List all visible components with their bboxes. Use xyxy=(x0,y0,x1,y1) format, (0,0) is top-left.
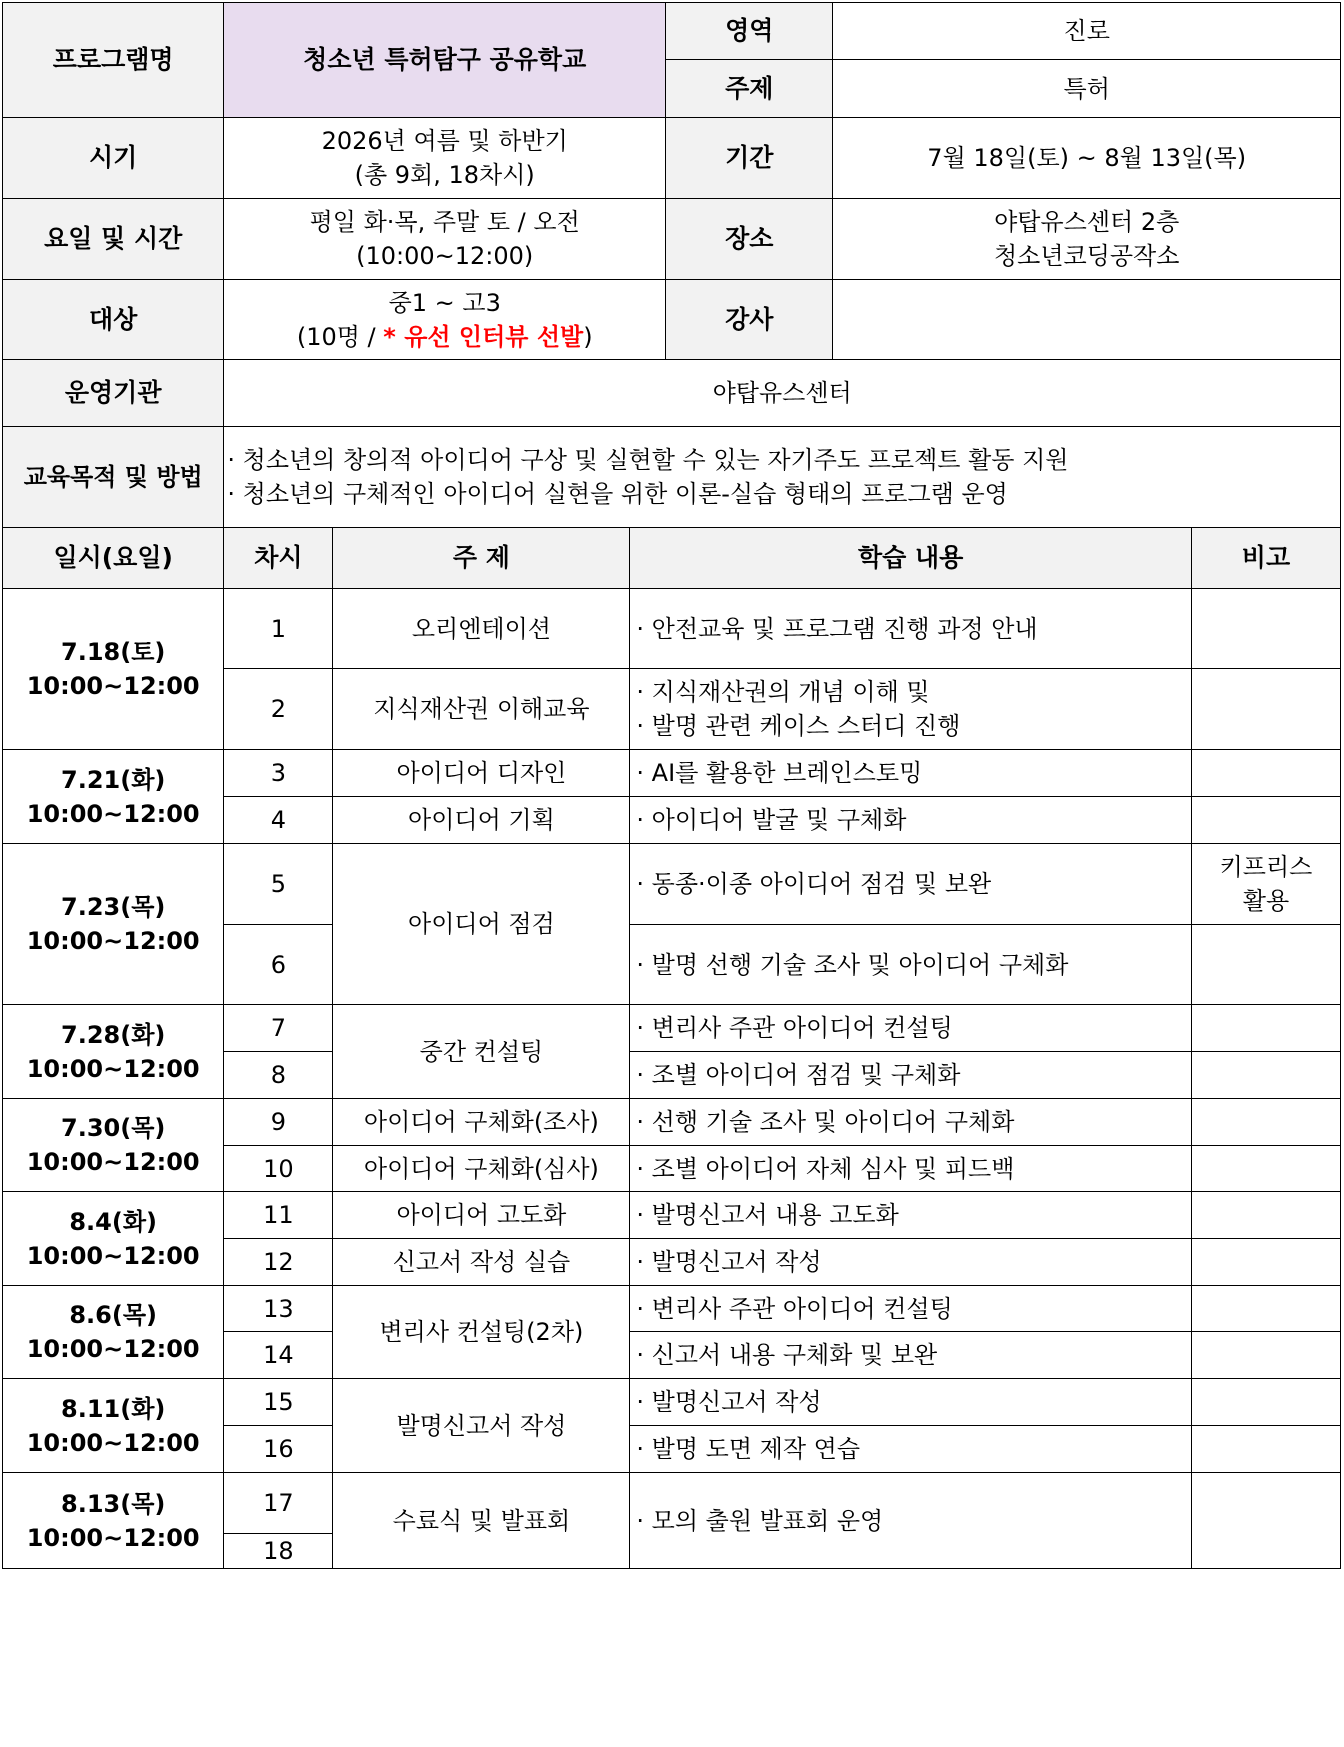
header-session: 차시 xyxy=(224,528,333,589)
date-day: 7.28(화) xyxy=(61,1020,166,1049)
session-topic: 아이디어 점검 xyxy=(333,844,630,1005)
place-label: 장소 xyxy=(666,199,833,280)
date-cell xyxy=(3,1473,224,1569)
date-day: 7.18(토) xyxy=(61,638,166,666)
target-label: 대상 xyxy=(3,280,224,360)
date-day: 7.23(목) xyxy=(61,893,166,921)
date-time: 10:00~12:00 xyxy=(26,799,200,828)
session-content: · 신고서 내용 구체화 및 보완 xyxy=(630,1332,1192,1379)
session-note xyxy=(1191,1099,1340,1146)
note-line: 활용 xyxy=(1242,887,1290,915)
session-topic: 지식재산권 이해교육 xyxy=(333,669,630,750)
session-number: 1 xyxy=(224,589,333,669)
date-cell xyxy=(3,589,224,750)
note-line: 키프리스 xyxy=(1219,853,1313,881)
goal-line-2: · 청소년의 구체적인 아이디어 실현을 위한 이론-실습 형태의 프로그램 운영 xyxy=(227,480,1008,508)
place-line-2: 청소년코딩공작소 xyxy=(993,242,1180,270)
session-number: 4 xyxy=(224,797,333,844)
target-line-2 xyxy=(230,320,659,354)
session-number: 8 xyxy=(224,1052,333,1099)
period-value: 7월 18일(토) ~ 8월 13일(목) xyxy=(833,118,1341,199)
session-note xyxy=(1191,1146,1340,1192)
date-cell xyxy=(3,1379,224,1473)
date-cell xyxy=(3,750,224,844)
date-time: 10:00~12:00 xyxy=(26,927,200,955)
session-note xyxy=(1191,1379,1340,1426)
session-content: · 아이디어 발굴 및 구체화 xyxy=(630,797,1192,844)
season-value xyxy=(224,118,666,199)
target-line-1: 중1 ~ 고3 xyxy=(388,288,501,317)
session-number: 10 xyxy=(224,1146,333,1192)
session-note xyxy=(1191,1052,1340,1099)
session-number: 11 xyxy=(224,1192,333,1239)
season-line-2: (총 9회, 18차시) xyxy=(354,161,535,189)
session-topic: 아이디어 디자인 xyxy=(333,750,630,797)
session-content: · 발명신고서 작성 xyxy=(630,1239,1192,1286)
session-content: · 동종·이종 아이디어 점검 및 보완 xyxy=(630,844,1192,925)
topic-value: 특허 xyxy=(833,60,1341,118)
area-value: 진로 xyxy=(833,3,1341,60)
session-topic: 중간 컨설팅 xyxy=(333,1005,630,1099)
session-number: 3 xyxy=(224,750,333,797)
header-note: 비고 xyxy=(1191,528,1340,589)
session-topic: 발명신고서 작성 xyxy=(333,1379,630,1473)
date-time: 10:00~12:00 xyxy=(26,1523,200,1552)
session-note xyxy=(1191,1286,1340,1332)
session-note xyxy=(1191,925,1340,1005)
period-label: 기간 xyxy=(666,118,833,199)
goal-label: 교육목적 및 방법 xyxy=(3,427,224,528)
session-note xyxy=(1191,669,1340,750)
days-value xyxy=(224,199,666,280)
days-line-2: (10:00~12:00) xyxy=(356,242,534,270)
session-content: · 변리사 주관 아이디어 컨설팅 xyxy=(630,1005,1192,1052)
date-time: 10:00~12:00 xyxy=(26,1241,200,1270)
session-content: · 조별 아이디어 자체 심사 및 피드백 xyxy=(630,1146,1192,1192)
session-note xyxy=(1191,1473,1340,1569)
selection-note: * 유선 인터뷰 선발 xyxy=(383,322,584,351)
topic-label: 주제 xyxy=(666,60,833,118)
target-close-paren: ) xyxy=(583,322,593,351)
session-note xyxy=(1191,844,1340,925)
session-content: · 발명신고서 내용 고도화 xyxy=(630,1192,1192,1239)
days-label: 요일 및 시간 xyxy=(3,199,224,280)
target-count: (10명 / xyxy=(296,322,384,351)
session-number: 5 xyxy=(224,844,333,925)
program-table xyxy=(2,2,1341,1569)
date-cell xyxy=(3,1192,224,1286)
session-number: 7 xyxy=(224,1005,333,1052)
session-content xyxy=(630,669,1192,750)
instructor-value xyxy=(833,280,1341,360)
session-number: 15 xyxy=(224,1379,333,1426)
session-number: 14 xyxy=(224,1332,333,1379)
place-value xyxy=(833,199,1341,280)
header-topic: 주 제 xyxy=(333,528,630,589)
program-name-label: 프로그램명 xyxy=(3,3,224,118)
session-content: · 안전교육 및 프로그램 진행 과정 안내 xyxy=(630,589,1192,669)
date-day: 8.6(목) xyxy=(69,1301,157,1329)
season-label: 시기 xyxy=(3,118,224,199)
session-content: · 변리사 주관 아이디어 컨설팅 xyxy=(630,1286,1192,1332)
session-content: · 모의 출원 발표회 운영 xyxy=(630,1473,1192,1569)
session-note xyxy=(1191,797,1340,844)
org-value: 야탑유스센터 xyxy=(224,360,1341,427)
date-time: 10:00~12:00 xyxy=(26,1335,200,1363)
session-topic: 변리사 컨설팅(2차) xyxy=(333,1286,630,1379)
header-date: 일시(요일) xyxy=(3,528,224,589)
session-number: 2 xyxy=(224,669,333,750)
session-number: 13 xyxy=(224,1286,333,1332)
session-content: · AI를 활용한 브레인스토밍 xyxy=(630,750,1192,797)
session-number: 12 xyxy=(224,1239,333,1286)
program-name: 청소년 특허탐구 공유학교 xyxy=(224,3,666,118)
instructor-label: 강사 xyxy=(666,280,833,360)
session-topic: 아이디어 기획 xyxy=(333,797,630,844)
session-note xyxy=(1191,1239,1340,1286)
date-day: 8.13(목) xyxy=(61,1489,166,1518)
date-time: 10:00~12:00 xyxy=(26,672,200,700)
date-day: 8.11(화) xyxy=(61,1394,166,1423)
days-line-1: 평일 화·목, 주말 토 / 오전 xyxy=(309,208,580,236)
goal-value xyxy=(224,427,1341,528)
session-topic: 수료식 및 발표회 xyxy=(333,1473,630,1569)
date-time: 10:00~12:00 xyxy=(26,1054,200,1083)
session-topic: 아이디어 고도화 xyxy=(333,1192,630,1239)
date-cell xyxy=(3,844,224,1005)
area-label: 영역 xyxy=(666,3,833,60)
session-number: 9 xyxy=(224,1099,333,1146)
session-topic: 신고서 작성 실습 xyxy=(333,1239,630,1286)
session-content: · 발명 선행 기술 조사 및 아이디어 구체화 xyxy=(630,925,1192,1005)
date-cell xyxy=(3,1099,224,1192)
session-topic: 오리엔테이션 xyxy=(333,589,630,669)
date-day: 7.21(화) xyxy=(61,765,166,794)
date-time: 10:00~12:00 xyxy=(26,1148,200,1176)
header-content: 학습 내용 xyxy=(630,528,1192,589)
session-content: · 발명신고서 작성 xyxy=(630,1379,1192,1426)
date-cell xyxy=(3,1286,224,1379)
date-day: 8.4(화) xyxy=(69,1207,157,1236)
date-day: 7.30(목) xyxy=(61,1114,166,1142)
session-topic: 아이디어 구체화(조사) xyxy=(333,1099,630,1146)
place-line-1: 야탑유스센터 2층 xyxy=(994,208,1180,236)
date-cell xyxy=(3,1005,224,1099)
goal-line-1: · 청소년의 창의적 아이디어 구상 및 실현할 수 있는 자기주도 프로젝트 활동 지원 xyxy=(227,446,1069,474)
session-topic: 아이디어 구체화(심사) xyxy=(333,1146,630,1192)
session-content: · 발명 도면 제작 연습 xyxy=(630,1426,1192,1473)
session-note xyxy=(1191,1005,1340,1052)
season-line-1: 2026년 여름 및 하반기 xyxy=(321,127,568,155)
date-time: 10:00~12:00 xyxy=(26,1428,200,1457)
session-note xyxy=(1191,589,1340,669)
session-number: 6 xyxy=(224,925,333,1005)
session-note xyxy=(1191,1192,1340,1239)
session-number: 16 xyxy=(224,1426,333,1473)
content-line: · 발명 관련 케이스 스터디 진행 xyxy=(636,712,961,740)
target-value xyxy=(224,280,666,360)
session-note xyxy=(1191,1332,1340,1379)
session-note xyxy=(1191,1426,1340,1473)
session-number: 17 xyxy=(224,1473,333,1534)
session-content: · 조별 아이디어 점검 및 구체화 xyxy=(630,1052,1192,1099)
session-number: 18 xyxy=(224,1534,333,1569)
session-note xyxy=(1191,750,1340,797)
session-content: · 선행 기술 조사 및 아이디어 구체화 xyxy=(630,1099,1192,1146)
org-label: 운영기관 xyxy=(3,360,224,427)
content-line: · 지식재산권의 개념 이해 및 xyxy=(636,678,930,706)
